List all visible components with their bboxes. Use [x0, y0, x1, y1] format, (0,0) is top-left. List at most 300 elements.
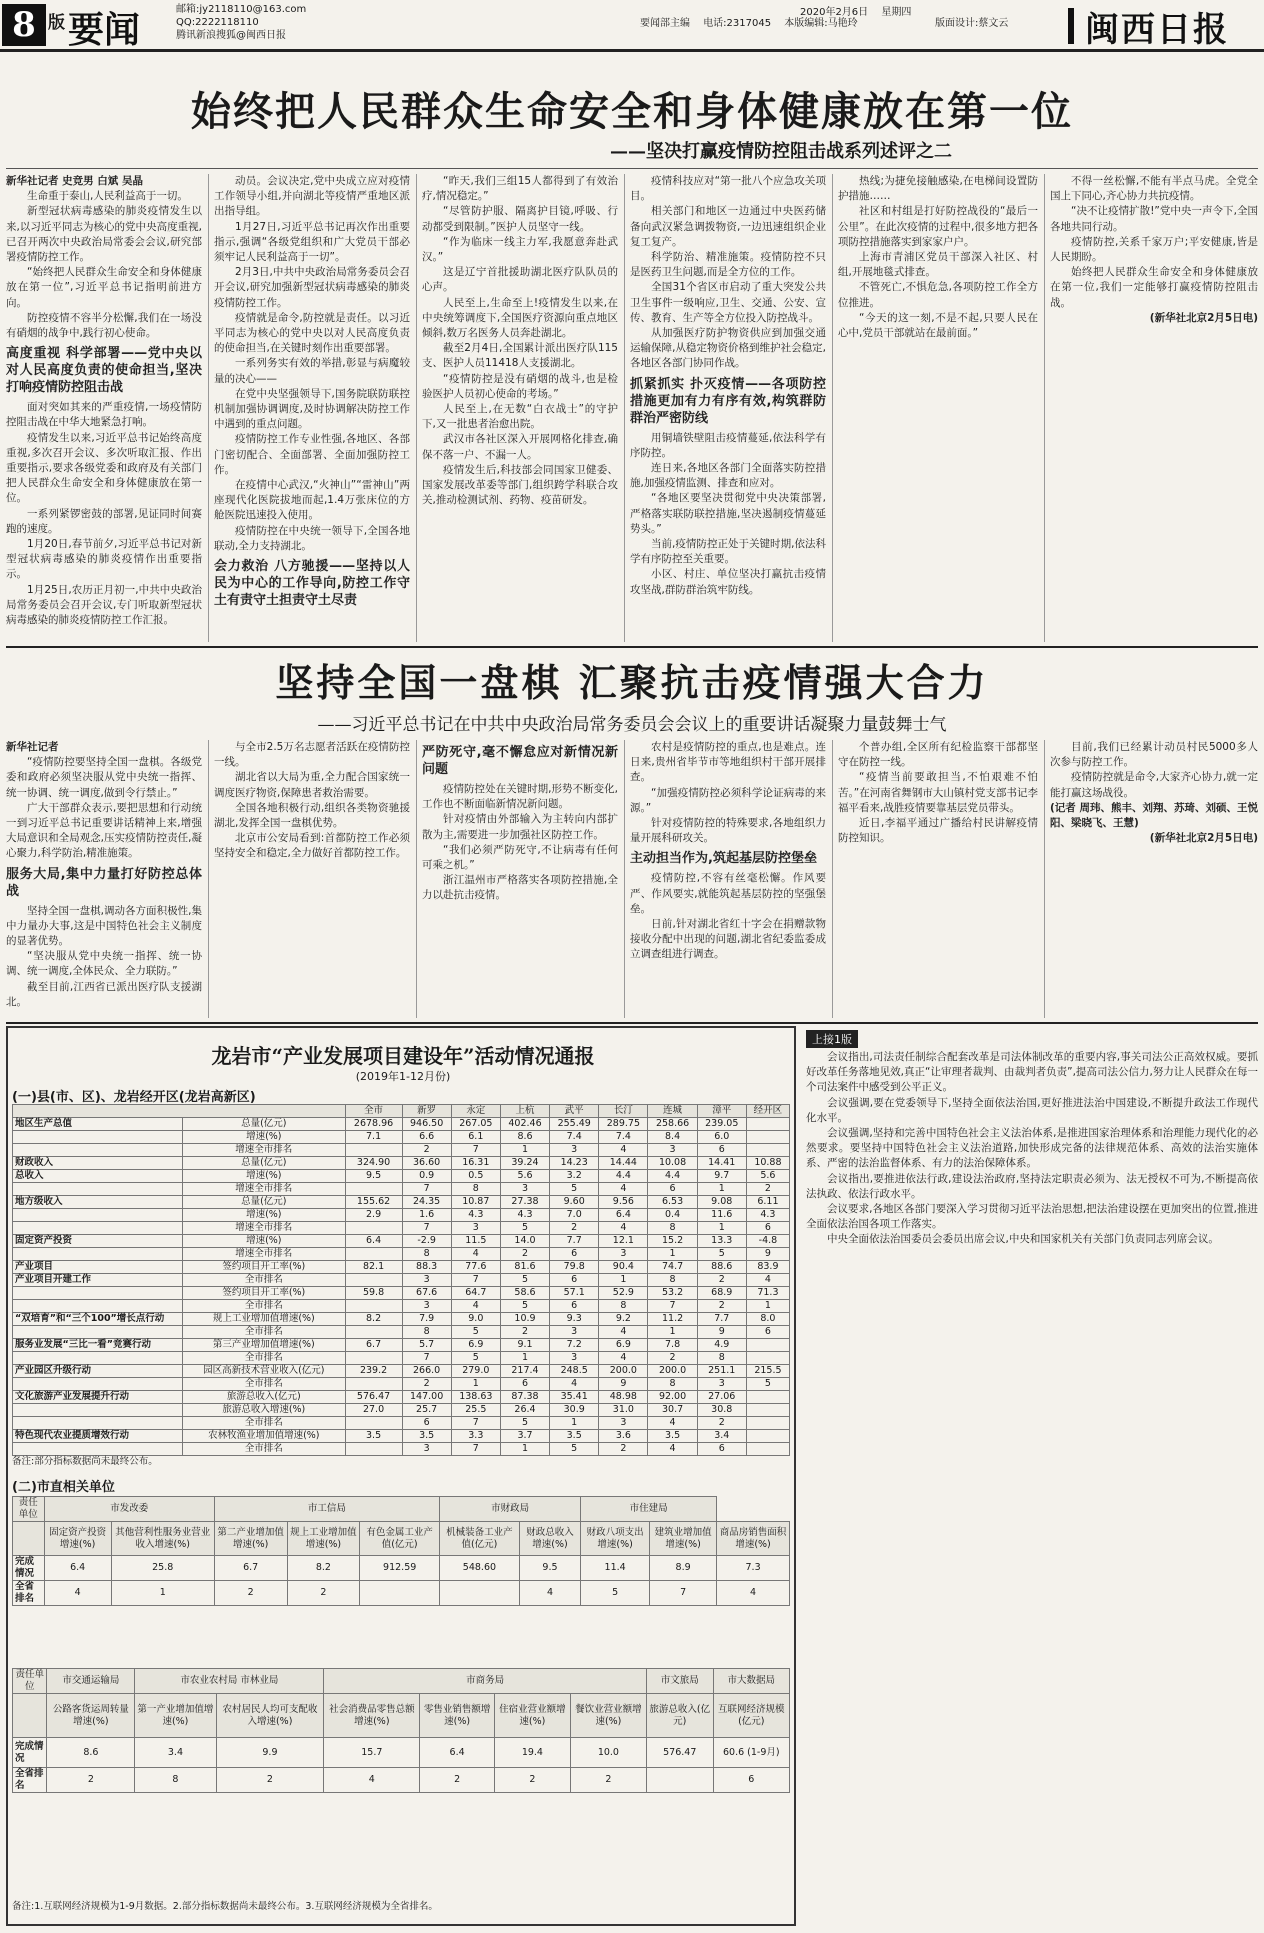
- cell: 200.0: [599, 1365, 648, 1378]
- paragraph: “昨天,我们三组15人都得到了有效治疗,情况稳定。”: [422, 175, 618, 203]
- article1-column-1: [6, 174, 202, 644]
- cell: 5: [500, 1222, 549, 1235]
- paragraph: “始终把人民群众生命安全和身体健康放在第一位”,习近平总书记指明前进方向。: [6, 266, 202, 309]
- cell: 2.9: [345, 1209, 402, 1222]
- cell: 10.87: [451, 1196, 500, 1209]
- header-cell: 新罗: [402, 1105, 451, 1118]
- cell: 74.7: [648, 1261, 697, 1274]
- section2-title: (二)市直相关单位: [12, 1480, 115, 1495]
- paragraph: 这是辽宁首批援助湖北医疗队队员的心声。: [422, 266, 618, 294]
- table-row: [13, 1274, 790, 1287]
- cell: 30.8: [697, 1404, 746, 1417]
- cell: 1: [500, 1443, 549, 1456]
- cell: 7.7: [550, 1235, 599, 1248]
- row-item: 增速(%): [183, 1235, 346, 1248]
- cell: 267.05: [451, 1118, 500, 1131]
- divider: [6, 1022, 1258, 1024]
- reporters: (记者 周玮、熊丰、刘翔、苏琦、刘硕、王悦阳、梁晓飞、王慧): [1050, 801, 1258, 830]
- header-cell: 连城: [648, 1105, 697, 1118]
- section-title: 要闻: [68, 9, 141, 51]
- header-cell: 固定资产投资增速(%): [44, 1522, 111, 1556]
- paragraph: 会议要求,各地区各部门要深入学习贯彻习近平法治思想,把法治建设摆在更加突出的位置,推进全面依法治国各项工作落实。: [806, 1203, 1258, 1231]
- cell: 6: [697, 1443, 746, 1456]
- row-group: [13, 1417, 183, 1430]
- paragraph: “作为临床一线主力军,我愿意奔赴武汉。”: [422, 235, 618, 264]
- section1-title: (一)县(市、区)、龙岩经开区(龙岩高新区): [12, 1090, 256, 1105]
- paragraph: 从加强医疗防护物资供应到加强交通运输保障,从稳定物资价格到维护社会稳定,各地区各部门协同作战。: [630, 327, 826, 370]
- dept-table-a: [12, 1496, 790, 1606]
- paragraph: “各地区要坚决贯彻党中央决策部署,严格落实联防联控措施,坚决遏制疫情蔓延势头。”: [630, 492, 826, 535]
- row-item: 增速(%): [183, 1209, 346, 1222]
- cell: 4: [599, 1222, 648, 1235]
- table-row: [13, 1222, 790, 1235]
- row-group: 财政收入: [13, 1157, 183, 1170]
- header-cell: 市交通运输局: [47, 1669, 135, 1694]
- cell: 4: [451, 1248, 500, 1261]
- cell: 2: [287, 1581, 360, 1606]
- row-group: 特色现代农业提质增效行动: [13, 1430, 183, 1443]
- row-item: 第三产业增加值增速(%): [183, 1339, 346, 1352]
- cell: 全省排名: [13, 1581, 45, 1606]
- cell: 2: [420, 1768, 495, 1793]
- cell: 6.6: [402, 1131, 451, 1144]
- cell: 7: [402, 1222, 451, 1235]
- article2-title: 坚持全国一盘棋 汇聚抗击疫情强大合力: [275, 660, 989, 705]
- cell: 402.46: [500, 1118, 549, 1131]
- cell: 3: [550, 1144, 599, 1157]
- header-cell: 责任单位: [13, 1669, 47, 1694]
- article2-column-1: [6, 740, 202, 1020]
- cell: 2678.96: [345, 1118, 402, 1131]
- cell: 88.3: [402, 1261, 451, 1274]
- editor: 本版编辑:马艳玲: [784, 18, 858, 29]
- cell: [746, 1391, 789, 1404]
- cell: 6.4: [599, 1209, 648, 1222]
- cell: 266.0: [402, 1365, 451, 1378]
- cell: 6.1: [451, 1131, 500, 1144]
- divider: [6, 168, 1258, 169]
- cell: 946.50: [402, 1118, 451, 1131]
- row-group: 地区生产总值: [13, 1118, 183, 1131]
- cell: 6: [550, 1248, 599, 1261]
- row-item: 规上工业增加值增速(%): [183, 1313, 346, 1326]
- paragraph: 广大干部群众表示,要把思想和行动统一到习近平总书记重要讲话精神上来,增强大局意识和全局观念,压实疫情防控责任,凝心聚力,科学防治,精准施策。: [6, 801, 202, 860]
- paragraph: 针对疫情防控的特殊要求,各地组织力量开展科研攻关。: [630, 817, 826, 845]
- cell: 7: [650, 1581, 717, 1606]
- paragraph: 目前,我们已经累计动员村民5000多人次参与防控工作。: [1050, 741, 1258, 769]
- row-group: 产业项目开建工作: [13, 1274, 183, 1287]
- cell: 71.3: [746, 1287, 789, 1300]
- cell: 2: [500, 1326, 549, 1339]
- cell: 3: [599, 1417, 648, 1430]
- cell: 27.0: [345, 1404, 402, 1417]
- cell: 5.7: [402, 1339, 451, 1352]
- paragraph: 用铜墙铁壁阻击疫情蔓延,依法科学有序防控。: [630, 431, 826, 459]
- cell: 1: [599, 1274, 648, 1287]
- paragraph: 截至2月4日,全国累计派出医疗队115支、医护人员11418人支援湖北。: [422, 342, 618, 370]
- cell: 3.5: [550, 1430, 599, 1443]
- cell: 1: [648, 1248, 697, 1261]
- header-cell: 市商务局: [324, 1669, 647, 1694]
- row-item: 全市排名: [183, 1274, 346, 1287]
- cell: 31.0: [599, 1404, 648, 1417]
- row-group: 固定资产投资: [13, 1235, 183, 1248]
- cell: 2: [402, 1144, 451, 1157]
- cell: [746, 1352, 789, 1365]
- cell: 3.4: [697, 1430, 746, 1443]
- header-cell: 零售业销售额增速(%): [420, 1694, 495, 1738]
- paragraph: “今天的这一刻,不是不起,只要人民在心中,党员干部就站在最前面。”: [838, 311, 1038, 340]
- header-cell: 长汀: [599, 1105, 648, 1118]
- cell: 3.7: [500, 1430, 549, 1443]
- header-cell: [13, 1105, 346, 1118]
- cell: [440, 1581, 520, 1606]
- cell: 548.60: [440, 1556, 520, 1581]
- cell: 289.75: [599, 1118, 648, 1131]
- cell: 7.9: [402, 1313, 451, 1326]
- cell: 0.4: [648, 1209, 697, 1222]
- cell: 3: [550, 1326, 599, 1339]
- cell: 7.3: [717, 1556, 790, 1581]
- row-group: [13, 1352, 183, 1365]
- cell: [746, 1404, 789, 1417]
- cell: 4: [44, 1581, 111, 1606]
- date-line: [800, 3, 921, 18]
- cell: 9.60: [550, 1196, 599, 1209]
- cell: 3: [451, 1222, 500, 1235]
- cell: 1: [697, 1183, 746, 1196]
- cell: 3: [697, 1378, 746, 1391]
- cell: 8: [648, 1378, 697, 1391]
- cell: 5: [550, 1183, 599, 1196]
- cell: 576.47: [646, 1738, 713, 1768]
- cell: 0.5: [451, 1170, 500, 1183]
- cell: 6.11: [746, 1196, 789, 1209]
- cell: 9.2: [599, 1313, 648, 1326]
- cell: 3: [402, 1300, 451, 1313]
- header-cell: 规上工业增加值增速(%): [287, 1522, 360, 1556]
- cell: 2: [746, 1183, 789, 1196]
- paragraph: 疫情防控在中央统一领导下,全国各地联动,全力支持湖北。: [214, 524, 410, 552]
- cell: 7.0: [550, 1209, 599, 1222]
- project-report-box: [6, 1026, 796, 1926]
- paragraph: 防控疫情不容半分松懈,我们在一场没有硝烟的战争中,践行初心使命。: [6, 311, 202, 340]
- cell: 2: [550, 1222, 599, 1235]
- cell: 8: [599, 1300, 648, 1313]
- cell: 2: [216, 1768, 324, 1793]
- paragraph: 人民至上,在无数“白衣战士”的守护下,又一批患者治愈出院。: [422, 403, 618, 431]
- logo-bar: [1068, 8, 1074, 44]
- cell: 6.9: [599, 1339, 648, 1352]
- byline: 新华社记者 史竞男 白斌 吴晶: [6, 175, 143, 187]
- header-cell: 商品房销售面积增速(%): [717, 1522, 790, 1556]
- phone: 电话:2317045: [703, 18, 772, 29]
- cell: 1.6: [402, 1209, 451, 1222]
- cell: 8.6: [500, 1131, 549, 1144]
- cell: 3: [500, 1183, 549, 1196]
- row-item: 总量(亿元): [183, 1157, 346, 1170]
- cell: 1: [451, 1378, 500, 1391]
- cell: 67.6: [402, 1287, 451, 1300]
- row-group: [13, 1131, 183, 1144]
- cell: 77.6: [451, 1261, 500, 1274]
- date: 2020年2月6日: [800, 7, 869, 18]
- cell: 200.0: [648, 1365, 697, 1378]
- cell: 4.4: [648, 1170, 697, 1183]
- table-row: [13, 1300, 790, 1313]
- table-row: [13, 1157, 790, 1170]
- paragraph: 会议指出,司法责任制综合配套改革是司法体制改革的重要内容,事关司法公正高效权威。要抓好改革任务落地见效,真正“让审理者裁判、由裁判者负责”,提高司法公信力,努力让人民群众在每一个司法案件中感受到公平正义。: [806, 1051, 1258, 1094]
- row-item: 签约项目开工率(%): [183, 1287, 346, 1300]
- header-cell: [13, 1694, 47, 1738]
- page-number: 8: [2, 4, 46, 46]
- cell: 11.6: [697, 1209, 746, 1222]
- row-group: 地方级收入: [13, 1196, 183, 1209]
- header-cell: 其他营利性服务业营业收入增速(%): [111, 1522, 214, 1556]
- cell: 4.9: [697, 1339, 746, 1352]
- header-cell: 财政八项支出增速(%): [581, 1522, 650, 1556]
- cell: 5: [500, 1300, 549, 1313]
- article1-column-4: [630, 174, 826, 644]
- cell: 57.1: [550, 1287, 599, 1300]
- cell: 7: [451, 1144, 500, 1157]
- header-cell: 有色金属工业产值(亿元): [360, 1522, 440, 1556]
- paragraph: 在疫情中心武汉,“火神山”“雷神山”两座现代化医院拔地而起,1.4万张床位的方舱医院迅速投入使用。: [214, 479, 410, 522]
- cell: 7.1: [345, 1131, 402, 1144]
- row-item: 全市排名: [183, 1417, 346, 1430]
- cell: 4: [519, 1581, 580, 1606]
- cell: 9: [599, 1378, 648, 1391]
- header-cell: 餐饮业营业额增速(%): [570, 1694, 646, 1738]
- paragraph: “决不让疫情扩散!”党中央一声令下,全国各地共同行动。: [1050, 205, 1258, 233]
- cell: 9.9: [216, 1738, 324, 1768]
- cell: 9.0: [451, 1313, 500, 1326]
- cell: 6.4: [44, 1556, 111, 1581]
- table-row: [13, 1430, 790, 1443]
- cell: 3: [599, 1248, 648, 1261]
- cell: 7.4: [550, 1131, 599, 1144]
- cell: 4.3: [746, 1209, 789, 1222]
- cell: 5: [500, 1274, 549, 1287]
- cell: 11.5: [451, 1235, 500, 1248]
- cell: 9: [746, 1248, 789, 1261]
- cell: 2: [494, 1768, 570, 1793]
- article2-column-6: [1050, 740, 1258, 1020]
- cell: 248.5: [550, 1365, 599, 1378]
- column-rule: [416, 740, 417, 1018]
- cell: 4.3: [451, 1209, 500, 1222]
- row-item: 增速(%): [183, 1170, 346, 1183]
- row-group: [13, 1248, 183, 1261]
- header-cell: 全市: [345, 1105, 402, 1118]
- cell: 6.0: [697, 1131, 746, 1144]
- cell: 215.5: [746, 1365, 789, 1378]
- cell: 90.4: [599, 1261, 648, 1274]
- cell: 19.4: [494, 1738, 570, 1768]
- column-rule: [1044, 740, 1045, 1018]
- paragraph: 截至目前,江西省已派出医疗队支援湖北。: [6, 980, 202, 1008]
- cell: 8.4: [648, 1131, 697, 1144]
- cell: -2.9: [402, 1235, 451, 1248]
- article2-column-2: [214, 740, 410, 1020]
- paragraph: “疫情防控是没有硝烟的战斗,也是检验医护人员初心使命的考场。”: [422, 372, 618, 400]
- cell: 4: [599, 1144, 648, 1157]
- paragraph: 浙江温州市严格落实各项防控措施,全力以赴抗击疫情。: [422, 874, 618, 902]
- article2-column-4: [630, 740, 826, 1020]
- cell: 2: [402, 1378, 451, 1391]
- cell: 7.8: [648, 1339, 697, 1352]
- cell: 8.2: [345, 1313, 402, 1326]
- paragraph: 疫情防控就是命令,大家齐心协力,就一定能打赢这场战役。: [1050, 771, 1258, 799]
- header-cell: 第二产业增加值增速(%): [214, 1522, 287, 1556]
- paragraph: “我们必须严防死守,不让病毒有任何可乘之机。”: [422, 843, 618, 872]
- header-cell: 市发改委: [44, 1497, 214, 1522]
- cell: 25.7: [402, 1404, 451, 1417]
- paragraph: 社区和村组是打好防控战役的“最后一公里”。在此次疫情的过程中,很多地方把各项防控措施落实到家家户户。: [838, 205, 1038, 248]
- dateline: (新华社北京2月5日电): [1149, 311, 1258, 324]
- cell: 3.5: [345, 1430, 402, 1443]
- paragraph: 个普办组,全区所有纪检监察干部都坚守在防控一线。: [838, 741, 1038, 769]
- cell: 10.0: [570, 1738, 646, 1768]
- cell: 4: [717, 1581, 790, 1606]
- row-item: 签约项目开工率(%): [183, 1261, 346, 1274]
- header-cell: 上杭: [500, 1105, 549, 1118]
- paragraph: 坚持全国一盘棋,调动各方面积极性,集中力量办大事,这是中国特色社会主义制度的显著优势。: [6, 904, 202, 948]
- cell: 14.44: [599, 1157, 648, 1170]
- cell: [345, 1300, 402, 1313]
- report-period: (2019年1-12月份): [355, 1070, 451, 1083]
- row-item: 全市排名: [183, 1326, 346, 1339]
- cell: 6: [713, 1768, 789, 1793]
- row-group: 总收入: [13, 1170, 183, 1183]
- cell: 11.2: [648, 1313, 697, 1326]
- row-group: [13, 1378, 183, 1391]
- cell: 7.7: [697, 1313, 746, 1326]
- header-cell: 永定: [451, 1105, 500, 1118]
- cell: 9.1: [500, 1339, 549, 1352]
- cell: 9: [697, 1326, 746, 1339]
- cell: [746, 1417, 789, 1430]
- table-row: [13, 1365, 790, 1378]
- cell: 1: [500, 1352, 549, 1365]
- cell: 68.9: [697, 1287, 746, 1300]
- cell: 2: [697, 1274, 746, 1287]
- paragraph: 2月3日,中共中央政治局常务委员会召开会议,研究加强新型冠状病毒感染的肺炎疫情防控工作。: [214, 266, 410, 309]
- row-group: [13, 1300, 183, 1313]
- cell: [345, 1144, 402, 1157]
- paragraph: “加强疫情防控必须科学论证病毒的来源。”: [630, 786, 826, 814]
- cell: 27.38: [500, 1196, 549, 1209]
- paragraph: 不得一丝松懈,不能有半点马虎。全党全国上下同心,齐心协力共抗疫情。: [1050, 175, 1258, 203]
- cell: 14.0: [500, 1235, 549, 1248]
- paragraph: 会议指出,要推进依法行政,建设法治政府,坚持法定职责必须为、法无授权不可为,不断提高依法执政、依法行政水平。: [806, 1172, 1258, 1200]
- header-cell: 市农业农村局 市林业局: [135, 1669, 324, 1694]
- newspaper-logo: 闽西日报: [1085, 10, 1229, 50]
- header-cell: 市工信局: [214, 1497, 439, 1522]
- cell: 217.4: [500, 1365, 549, 1378]
- section-heading: 抓紧抓实 扑灭疫情——各项防控措施更加有力有序有效,构筑群防群治严密防线: [630, 376, 826, 426]
- cell: 8.2: [287, 1556, 360, 1581]
- contact-line: 腾讯新浪搜狐@闽西日报: [176, 30, 286, 41]
- cell: 完成情况: [13, 1738, 47, 1768]
- cell: [345, 1326, 402, 1339]
- paragraph: 日前,针对湖北省红十字会在捐赠款物接收分配中出现的问题,湖北省纪委监委成立调查组进行调查。: [630, 918, 826, 961]
- paragraph: 1月27日,习近平总书记再次作出重要指示,强调“各级党组织和广大党员干部必须牢记人民利益高于一切”。: [214, 220, 410, 264]
- table-row: [13, 1313, 790, 1326]
- cell: 2: [697, 1300, 746, 1313]
- table-row: [13, 1556, 790, 1581]
- paragraph: 面对突如其来的严重疫情,一场疫情防控阻击战在中华大地紧急打响。: [6, 401, 202, 429]
- header-cell: 财政总收入增速(%): [519, 1522, 580, 1556]
- row-group: [13, 1183, 183, 1196]
- cell: 53.2: [648, 1287, 697, 1300]
- cell: 5: [500, 1417, 549, 1430]
- cell: 251.1: [697, 1365, 746, 1378]
- cell: 2: [697, 1417, 746, 1430]
- row-group: 产业园区升级行动: [13, 1365, 183, 1378]
- section-heading: 服务大局,集中力量打好防控总体战: [6, 866, 202, 899]
- cell: 4: [324, 1768, 420, 1793]
- cell: [746, 1144, 789, 1157]
- cell: 9.56: [599, 1196, 648, 1209]
- paragraph: 相关部门和地区一边通过中央医药储备向武汉紧急调拨物资,一边迅速组织企业复工复产。: [630, 205, 826, 248]
- table-row: [13, 1497, 790, 1522]
- column-rule: [208, 740, 209, 1018]
- cell: 30.9: [550, 1404, 599, 1417]
- cell: 5: [550, 1443, 599, 1456]
- cell: [345, 1274, 402, 1287]
- table-row: [13, 1581, 790, 1606]
- paragraph: 湖北省以大局为重,全力配合国家统一调度医疗物资,保障患者救治需要。: [214, 771, 410, 799]
- table-row: [13, 1352, 790, 1365]
- header-cell: 经开区: [746, 1105, 789, 1118]
- cell: 7: [402, 1183, 451, 1196]
- cell: [746, 1339, 789, 1352]
- cell: 9.08: [697, 1196, 746, 1209]
- row-group: [13, 1287, 183, 1300]
- cell: 1: [111, 1581, 214, 1606]
- cell: 14.41: [697, 1157, 746, 1170]
- row-group: [13, 1326, 183, 1339]
- cell: 5: [451, 1352, 500, 1365]
- row-group: 产业项目: [13, 1261, 183, 1274]
- article1-column-6: [1050, 174, 1258, 644]
- cell: 9.3: [550, 1313, 599, 1326]
- paragraph: 在党中央坚强领导下,国务院联防联控机制加强协调调度,及时协调解决防控工作中遇到的重点问题。: [214, 387, 410, 431]
- cell: 8: [135, 1768, 216, 1793]
- cell: 16.31: [451, 1157, 500, 1170]
- table-row: [13, 1248, 790, 1261]
- cell: 138.63: [451, 1391, 500, 1404]
- table-row: [13, 1417, 790, 1430]
- cell: 5: [451, 1326, 500, 1339]
- header-cell: 责任单位: [13, 1497, 45, 1522]
- header-cell: 旅游总收入(亿元): [646, 1694, 713, 1738]
- cell: [345, 1378, 402, 1391]
- cell: 1: [500, 1144, 549, 1157]
- header-cell: 住宿业营业额增速(%): [494, 1694, 570, 1738]
- cell: 15.7: [324, 1738, 420, 1768]
- note: 备注:部分指标数据尚未最终公布。: [12, 1456, 158, 1467]
- cell: 5.6: [746, 1170, 789, 1183]
- section-heading: 会力救治 八方驰援——坚持以人民为中心的工作导向,防控工作守土有责守土担责守土尽责: [214, 559, 410, 609]
- paragraph: 疫情发生以来,习近平总书记始终高度重视,多次召开会议、多次听取汇报、作出重要指示,要求各级党委和政府及有关部门把人民群众生命安全和身体健康放在第一位。: [6, 431, 202, 505]
- table-row: [13, 1378, 790, 1391]
- row-item: 旅游总收入(亿元): [183, 1391, 346, 1404]
- cell: [345, 1417, 402, 1430]
- article1-column-2: [214, 174, 410, 644]
- cell: 8: [697, 1352, 746, 1365]
